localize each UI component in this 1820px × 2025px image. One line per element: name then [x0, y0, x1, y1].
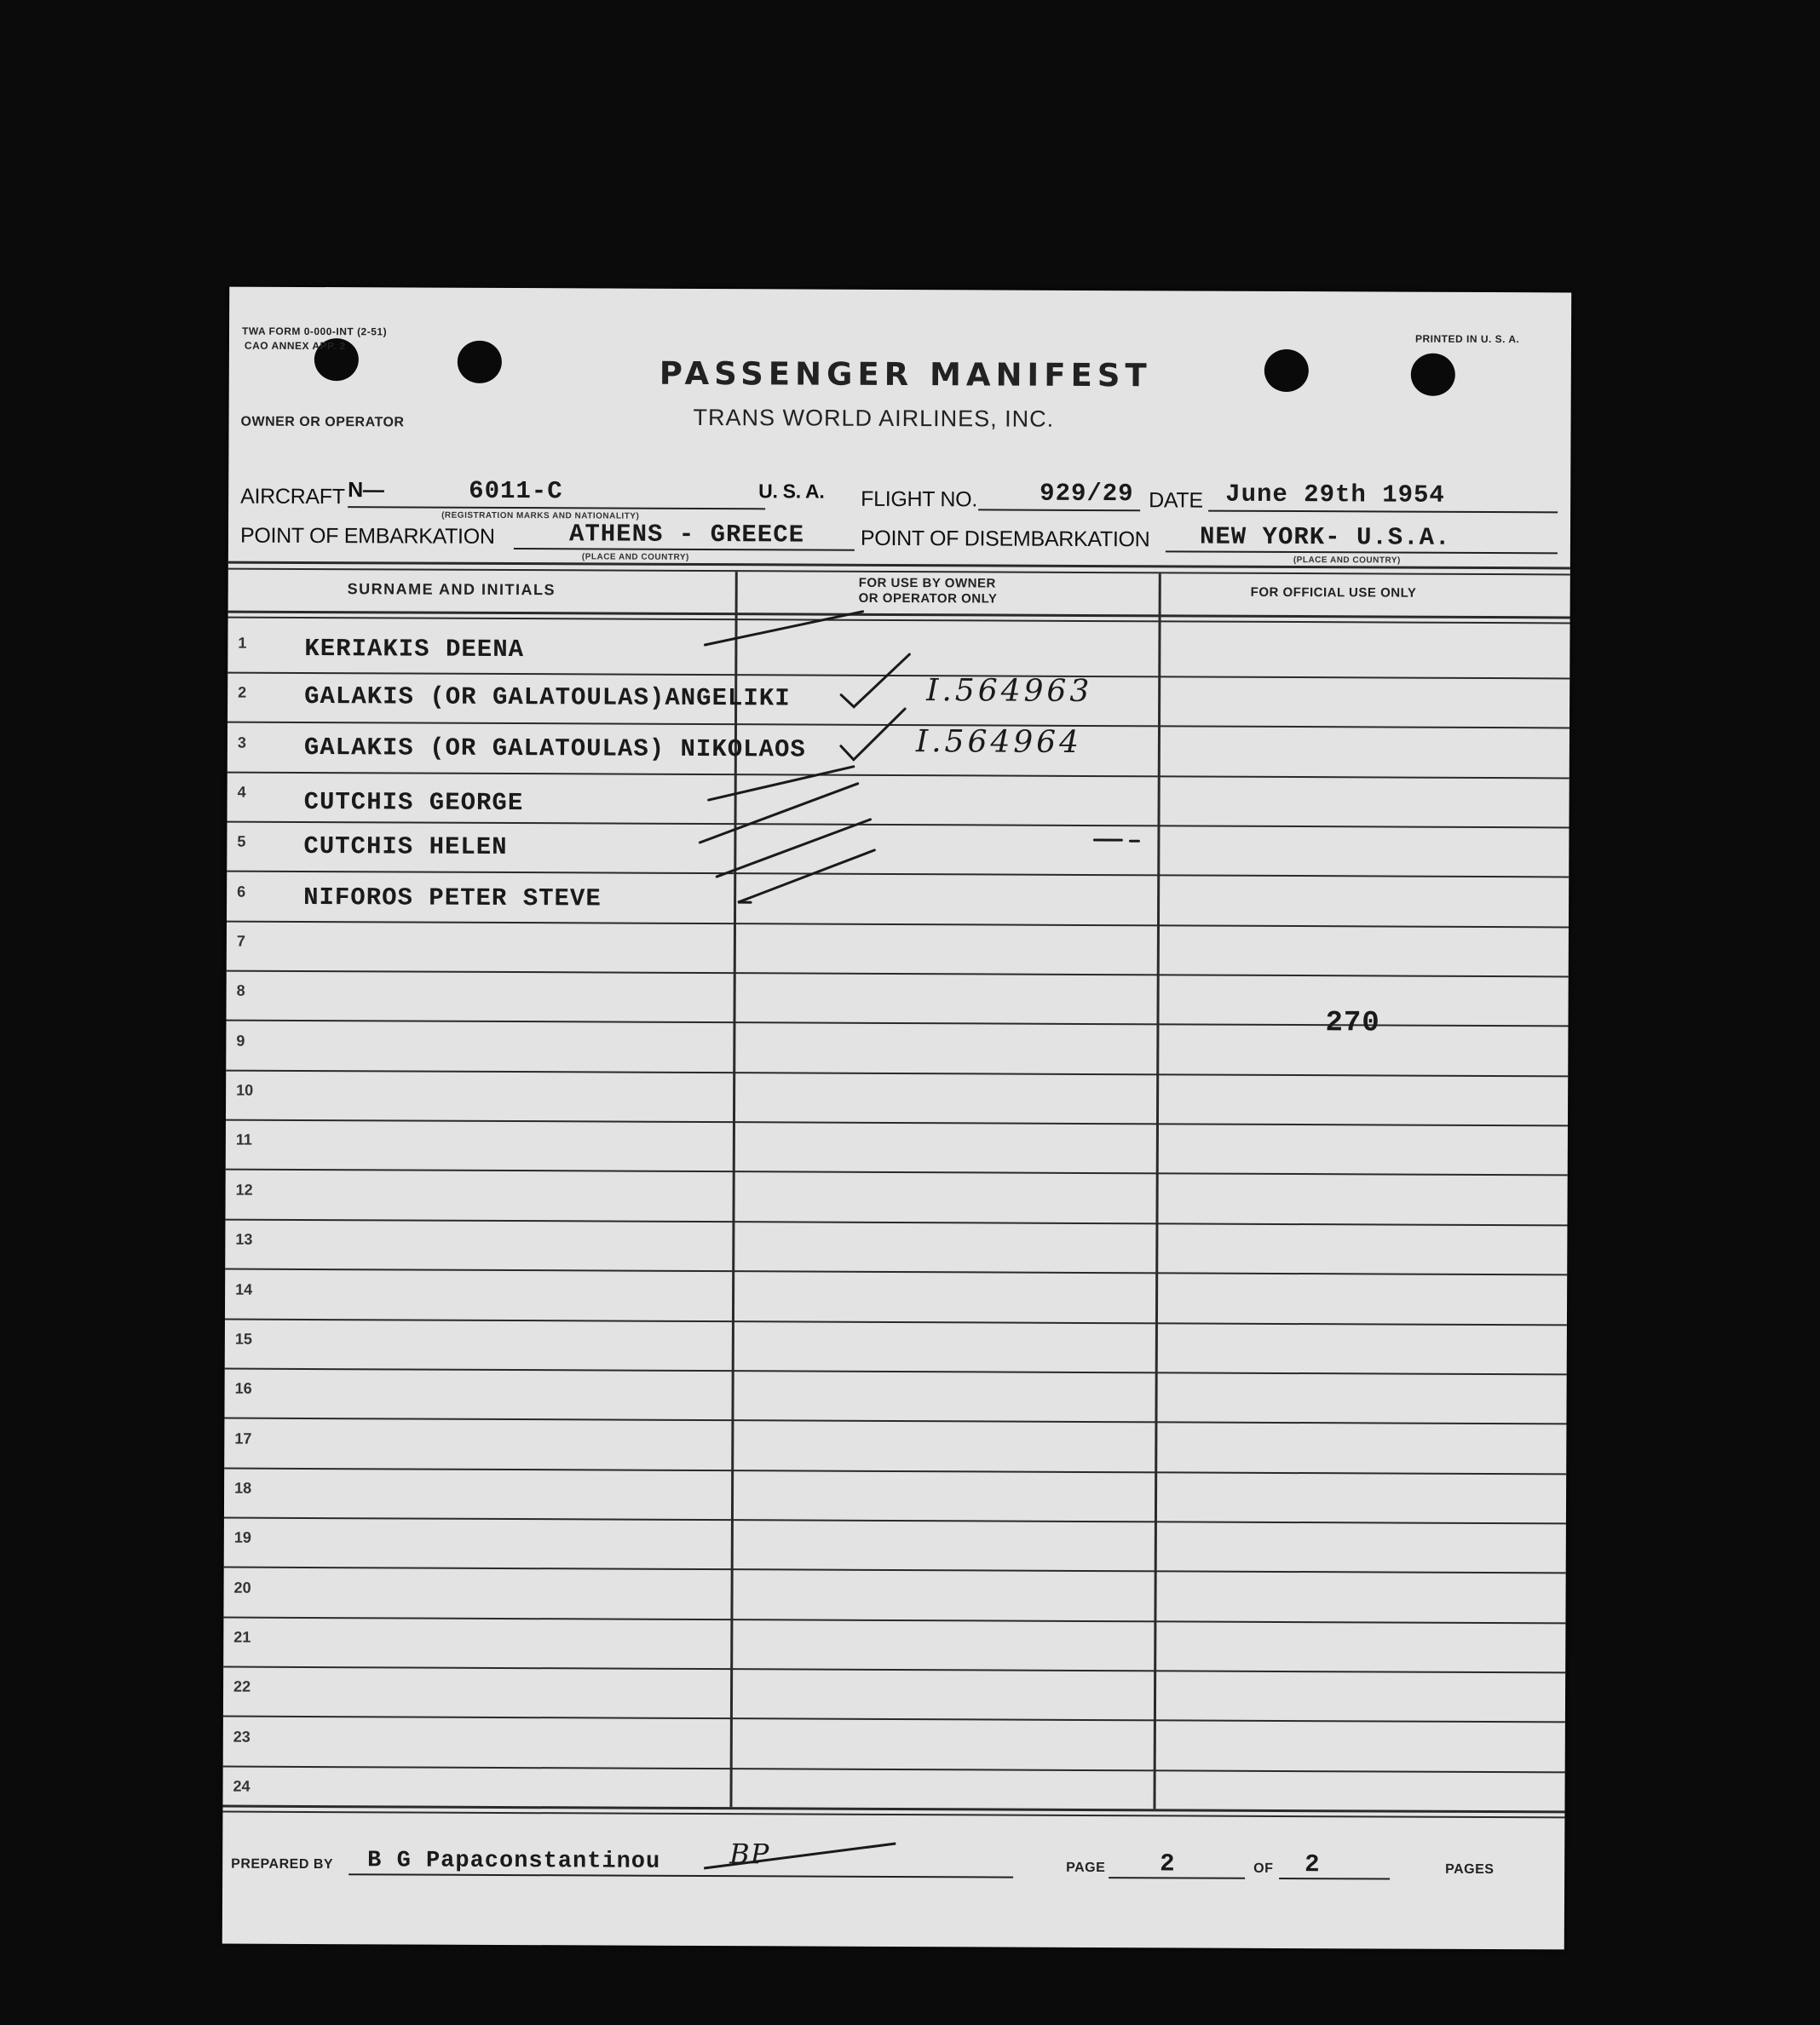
pages-label: PAGES: [1445, 1861, 1495, 1878]
row-number: 8: [236, 981, 245, 999]
row-line: [223, 1617, 1565, 1625]
official-stamp: 270: [1325, 1007, 1380, 1040]
row-number: 11: [235, 1130, 252, 1148]
column-header-official: FOR OFFICIAL USE ONLY: [1250, 584, 1417, 601]
row-number: 21: [233, 1628, 251, 1646]
flight-label: FLIGHT NO.: [861, 486, 978, 512]
row-number: 6: [237, 883, 246, 900]
column-header-surname: SURNAME AND INITIALS: [347, 580, 556, 599]
company-name: TRANS WORLD AIRLINES, INC.: [693, 404, 1055, 432]
row-line: [224, 1567, 1566, 1574]
passenger-name-6: NIFOROS PETER STEVE: [303, 883, 602, 913]
signature-stroke: [700, 1832, 904, 1876]
row-number: 24: [233, 1777, 251, 1795]
passport-note-3: I.564964: [915, 724, 1083, 760]
row-number: 5: [237, 832, 246, 850]
row-line: [225, 1219, 1567, 1227]
row-number: 19: [233, 1528, 251, 1546]
row-line: [225, 1319, 1567, 1326]
row-line: [226, 1119, 1568, 1127]
row-line: [226, 1070, 1568, 1078]
date-label: DATE: [1149, 488, 1203, 513]
handwritten-marks: [226, 287, 1571, 1060]
flight-date: June 29th 1954: [1225, 480, 1445, 509]
row-line: [223, 1716, 1565, 1723]
owner-label: OWNER OR OPERATOR: [240, 414, 405, 430]
page-label: PAGE: [1066, 1860, 1106, 1876]
aircraft-registration: 6011-C: [469, 476, 563, 506]
passenger-name-2: GALAKIS (OR GALATOULAS)ANGELIKI: [304, 682, 791, 713]
row-number: 4: [237, 783, 246, 801]
row-number: 3: [237, 733, 246, 751]
prepared-by: B G Papaconstantinou: [367, 1848, 661, 1875]
row-line: [223, 1766, 1565, 1774]
row-number: 2: [238, 683, 247, 701]
embark-place-caption: (PLACE AND COUNTRY): [581, 552, 689, 562]
column-header-owner-2: OR OPERATOR ONLY: [858, 590, 998, 607]
aircraft-prefix: N—: [348, 478, 384, 503]
aircraft-label: AIRCRAFT: [240, 484, 345, 509]
disembarkation-place: NEW YORK- U.S.A.: [1199, 522, 1451, 552]
disembark-place-caption: (PLACE AND COUNTRY): [1293, 555, 1401, 566]
form-number: TWA FORM 0-000-INT (2-51): [241, 325, 388, 338]
row-line: [223, 1666, 1565, 1674]
page-number: 2: [1160, 1850, 1176, 1878]
passenger-name-1: KERIAKIS DEENA: [304, 634, 525, 664]
row-number: 18: [234, 1479, 252, 1497]
manifest-sheet: [222, 287, 1571, 1950]
row-number: 12: [235, 1181, 253, 1199]
page-title: PASSENGER MANIFEST: [659, 354, 1152, 394]
row-number: 16: [234, 1379, 252, 1397]
row-number: 23: [233, 1728, 251, 1746]
row-number: 14: [235, 1280, 253, 1298]
row-line: [225, 1269, 1567, 1276]
cao-line: CAO ANNEX APP. 2: [244, 339, 346, 353]
passenger-name-4: CUTCHIS GEORGE: [303, 787, 524, 818]
row-number: 20: [233, 1579, 251, 1596]
row-number: 22: [233, 1677, 251, 1695]
disembarkation-label: POINT OF DISEMBARKATION: [860, 526, 1150, 552]
row-number: 9: [236, 1032, 245, 1050]
row-number: 10: [236, 1081, 254, 1099]
row-line: [224, 1468, 1566, 1476]
registration-caption: (REGISTRATION MARKS AND NATIONALITY): [441, 510, 640, 521]
row-line: [226, 1169, 1568, 1176]
nationality-label: U. S. A.: [758, 480, 825, 503]
passport-note-2: I.564963: [926, 673, 1093, 709]
page-total: 2: [1305, 1850, 1321, 1879]
flight-number: 929/29: [1040, 479, 1134, 509]
column-header-owner-1: FOR USE BY OWNER: [858, 575, 996, 591]
prepared-by-label: PREPARED BY: [231, 1856, 334, 1873]
row-line: [225, 1368, 1567, 1376]
row-number: 1: [238, 634, 247, 652]
row-number: 13: [235, 1230, 253, 1248]
row-line: [224, 1517, 1566, 1525]
printed-in: PRINTED IN U. S. A.: [1414, 332, 1520, 346]
passenger-name-5: CUTCHIS HELEN: [303, 831, 508, 862]
embarkation-label: POINT OF EMBARKATION: [239, 523, 495, 549]
row-number: 7: [236, 932, 245, 950]
embarkation-place: ATHENS - GREECE: [568, 520, 805, 549]
of-label: OF: [1253, 1861, 1274, 1876]
row-line: [224, 1418, 1566, 1425]
passenger-name-3: GALAKIS (OR GALATOULAS) NIKOLAOS: [303, 733, 806, 764]
preparer-initials: BP: [729, 1838, 770, 1871]
row-number: 17: [234, 1430, 252, 1447]
row-number: 15: [234, 1330, 252, 1348]
